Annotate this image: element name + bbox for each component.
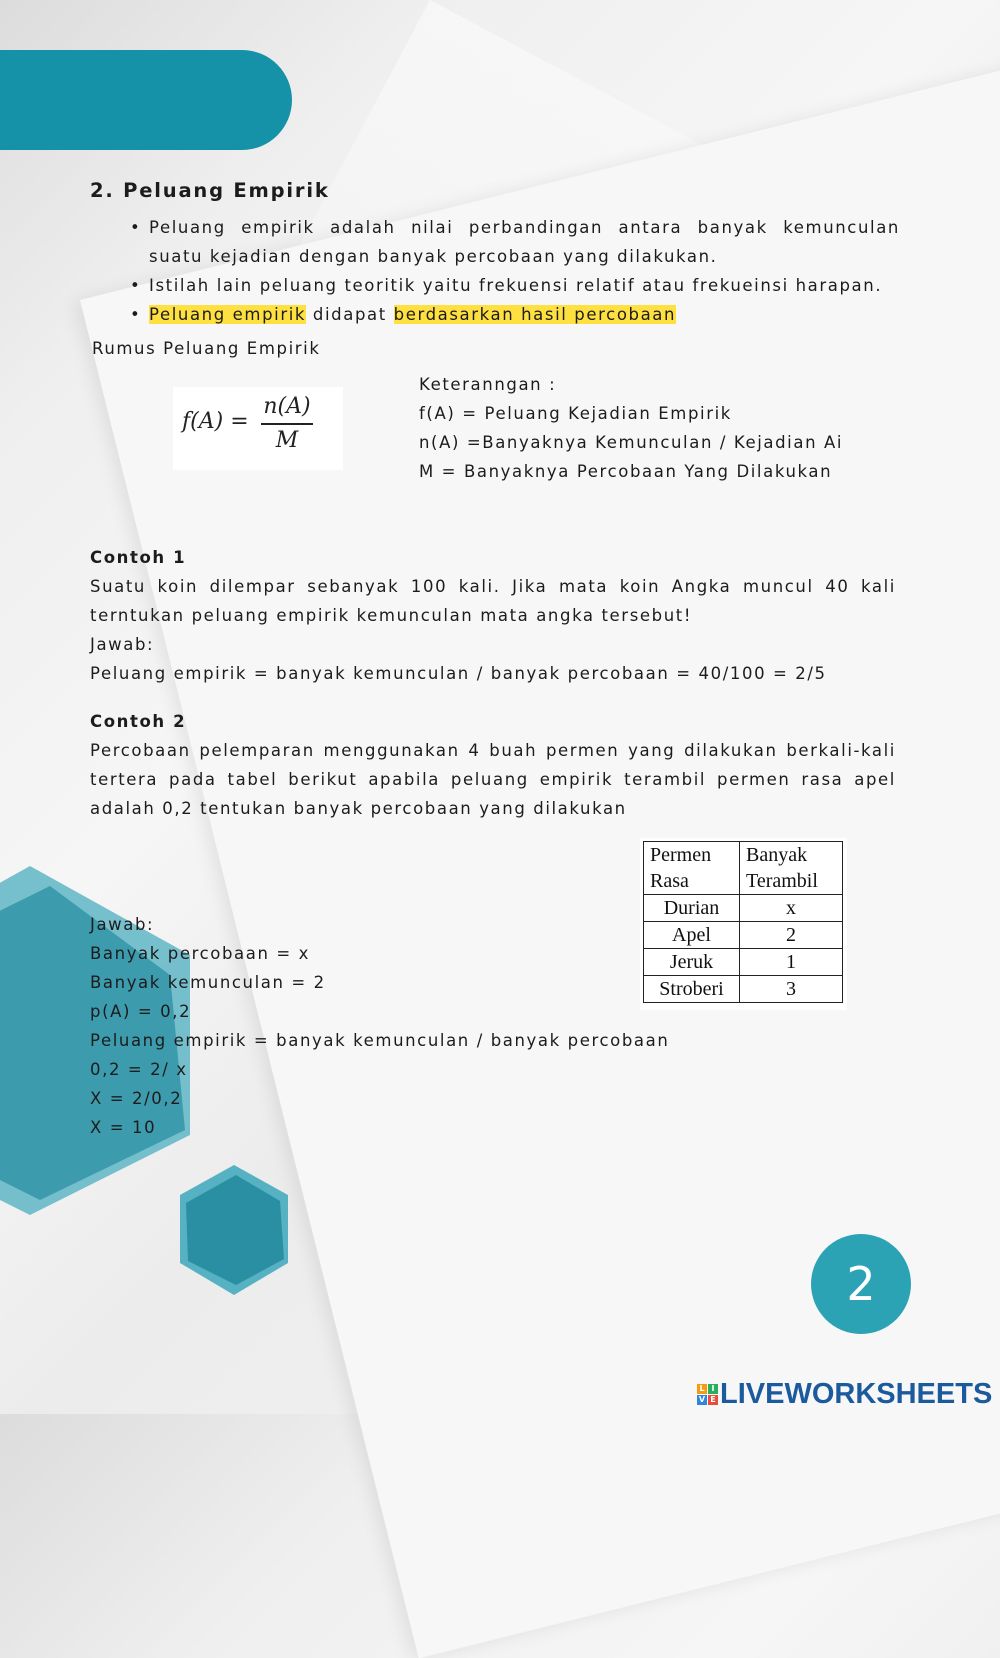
header-cell-banyak-terambil: Banyak Terambil bbox=[740, 842, 843, 895]
contoh2-answer-line: X = 2/0,2 bbox=[90, 1089, 183, 1108]
contoh2-answer-line: Banyak kemunculan = 2 bbox=[90, 973, 326, 992]
candy-table-image bbox=[640, 838, 847, 1010]
formula-image bbox=[173, 387, 343, 470]
keterangan-line: M = Banyaknya Percobaan Yang Dilakukan bbox=[419, 462, 833, 481]
definition-bullets bbox=[130, 213, 900, 329]
contoh1-title: Contoh 1 bbox=[90, 548, 187, 567]
keterangan-title: Keteranngan : bbox=[419, 375, 557, 394]
bullet-item-highlighted bbox=[130, 300, 900, 329]
contoh2-question: Percobaan pelemparan menggunakan 4 buah permen yang dilakukan berkali-kali tertera pada tabel berikut apabila peluang empirik terambil permen rasa apel adalah 0,2 tentukan banyak percobaan yang dilakukan bbox=[90, 741, 896, 818]
logo-grid-icon: L I V E bbox=[697, 1384, 718, 1405]
formula-denominator: M bbox=[275, 428, 299, 453]
bullet-item: • Peluang empirik adalah nilai perbandingan antara banyak kemunculan suatu kejadian dengan banyak percobaan yang dilakukan. bbox=[130, 213, 900, 271]
table-cell: 3 bbox=[740, 976, 843, 1003]
contoh2-answer-line: X = 10 bbox=[90, 1118, 157, 1137]
table-cell: 1 bbox=[740, 949, 843, 976]
highlight-peluang-empirik: Peluang empirik bbox=[149, 305, 307, 324]
fraction-bar bbox=[261, 423, 313, 425]
contoh2-answer-line: p(A) = 0,2 bbox=[90, 1002, 192, 1021]
page-number-badge: 2 bbox=[811, 1234, 911, 1334]
formula-lhs: f(A) = bbox=[182, 409, 249, 434]
formula-fraction bbox=[261, 393, 313, 455]
table-row bbox=[644, 895, 843, 922]
bullet-middle-text: didapat bbox=[306, 305, 394, 324]
section-title: 2. Peluang Empirik bbox=[90, 179, 330, 202]
contoh2-answer-line: Peluang empirik = banyak kemunculan / banyak percobaan bbox=[90, 1031, 670, 1050]
table-cell: x bbox=[740, 895, 843, 922]
contoh1-question: Suatu koin dilempar sebanyak 100 kali. Jika mata koin Angka muncul 40 kali terntukan peluang empirik kemunculan mata angka tersebut! bbox=[90, 577, 896, 625]
table-row bbox=[644, 922, 843, 949]
table-row bbox=[644, 976, 843, 1003]
table-cell: 2 bbox=[740, 922, 843, 949]
contoh1-jawab-label: Jawab: bbox=[90, 635, 155, 654]
contoh1-answer: Peluang empirik = banyak kemunculan / banyak percobaan = 40/100 = 2/5 bbox=[90, 664, 827, 683]
liveworksheets-logo bbox=[697, 1377, 992, 1411]
highlight-hasil-percobaan: berdasarkan hasil percobaan bbox=[393, 305, 677, 324]
contoh2-answer-line: Banyak percobaan = x bbox=[90, 944, 311, 963]
bullet-item: • Istilah lain peluang teoritik yaitu frekuensi relatif atau frekueinsi harapan. bbox=[130, 271, 900, 300]
table-cell: Jeruk bbox=[644, 949, 740, 976]
keterangan-line: n(A) =Banyaknya Kemunculan / Kejadian Ai bbox=[419, 433, 844, 452]
table-row bbox=[644, 949, 843, 976]
formula-numerator: n(A) bbox=[263, 394, 311, 419]
table-cell: Stroberi bbox=[644, 976, 740, 1003]
header-cell-permen-rasa: Permen Rasa bbox=[644, 842, 740, 895]
table-header-row bbox=[644, 842, 843, 895]
contoh2-answer-line: 0,2 = 2/ x bbox=[90, 1060, 188, 1079]
keterangan-line: f(A) = Peluang Kejadian Empirik bbox=[419, 404, 732, 423]
contoh2-title: Contoh 2 bbox=[90, 712, 187, 731]
logo-text: LIVEWORKSHEETS bbox=[720, 1377, 993, 1410]
formula-heading: Rumus Peluang Empirik bbox=[92, 339, 321, 358]
table-cell: Durian bbox=[644, 895, 740, 922]
candy-table bbox=[643, 841, 843, 1003]
contoh2-answer-line: Jawab: bbox=[90, 915, 155, 934]
table-cell: Apel bbox=[644, 922, 740, 949]
